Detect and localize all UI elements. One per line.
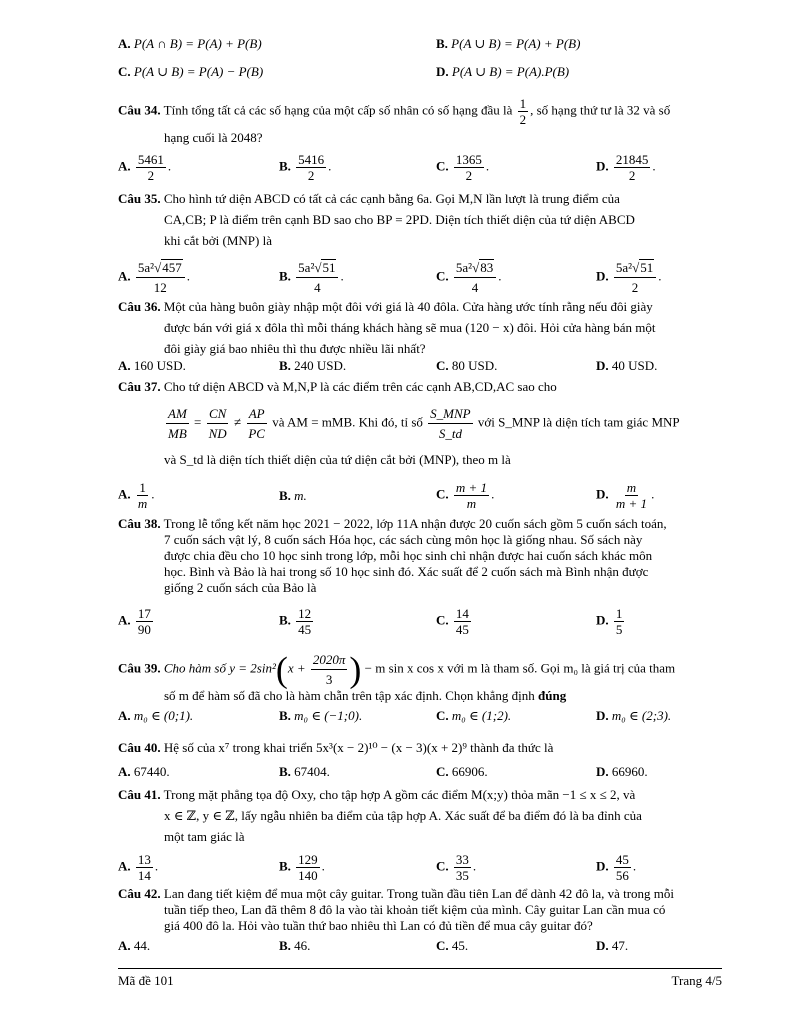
q41-option-d[interactable]: D. $\frac{45}{56}$ . [596, 852, 637, 883]
q33-option-b[interactable]: B. P(A ∪ B) = P(A) + P(B) [436, 36, 581, 51]
q36-option-a[interactable]: A. 160 USD. [118, 358, 186, 373]
q39-line2: số m để hàm số đã cho là hàm chẵn trên tập xác định. Chọn khẳng định đúng [164, 688, 567, 703]
q38-option-b[interactable]: B. $\frac{12}{45}$ [279, 606, 312, 637]
q35-option-a[interactable]: A. $\frac{\text{5a²√457}}{12}$ . [118, 260, 190, 295]
question-37: Câu 37. Cho tứ diện ABCD và M,N,P là các điểm trên các cạnh AB,CD,AC sao cho [118, 379, 557, 394]
q37-option-a[interactable]: A. $\frac{1}{m}$ . [118, 480, 155, 511]
page-number: Trang 4/5 [671, 973, 722, 988]
q42-option-c[interactable]: C. 45. [436, 938, 469, 953]
q39-option-a[interactable]: A. m₀ ∈ (0;1). [118, 708, 194, 723]
exam-code: Mã đề 101 [118, 973, 174, 988]
q36-option-b[interactable]: B. 240 USD. [279, 358, 347, 373]
q40-option-c[interactable]: C. 66906. [436, 764, 488, 779]
q42-option-a[interactable]: A. 44. [118, 938, 151, 953]
q39-option-b[interactable]: B. m₀ ∈ (−1;0). [279, 708, 363, 723]
question-36: Câu 36. Một của hàng buôn giày nhập một đôi với giá là 40 đôla. Cửa hàng ước tính rằng nếu đôi giày được bán với giá x đôla thì mỗi tháng khách hàng sẽ mua (120 − x) đôi. Hỏi cửa hàng bán một đôi giày giá bao nhiêu thì thu được nhiều lãi nhất? [118, 299, 656, 356]
q39-option-c[interactable]: C. m₀ ∈ (1;2). [436, 708, 512, 723]
q41-option-a[interactable]: A. $\frac{13}{14}$ . [118, 852, 159, 883]
q36-option-c[interactable]: C. 80 USD. [436, 358, 498, 373]
question-41: Câu 41. Trong mặt phẳng tọa độ Oxy, cho tập hợp A gồm các điểm M(x;y) thỏa mãn −1 ≤ x ≤ 2, và x ∈ ℤ, y ∈ ℤ, lấy ngẫu nhiên ba điểm của tập hợp A. Xác suất để ba điểm đó là ba đỉnh của một tam giác là [118, 787, 642, 844]
q42-option-b[interactable]: B. 46. [279, 938, 311, 953]
q34-option-d[interactable]: D. $\frac{21845}{2}$ . [596, 152, 656, 183]
question-40: Câu 40. Hệ số của x⁷ trong khai triển 5x³(x − 2)¹⁰ − (x − 3)(x + 2)⁹ thành đa thức là [118, 740, 554, 755]
q37-condition: $\frac{AM}{MB}$ = $\frac{CN}{ND}$ ≠ $\frac{AP}{PC}$ và AM = mMB. Khi đó, tỉ số $\frac{\text{S\_MNP}}{S\_td}$ với S_MNP là diện tích tam giác MNP [168, 406, 680, 441]
q35-option-d[interactable]: D. $\frac{\text{5a²√51}}{2}$ . [596, 260, 662, 295]
question-35: Câu 35. Cho hình tứ diện ABCD có tất cả các cạnh bằng 6a. Gọi M,N lần lượt là trung điểm của CA,CB; P là điểm trên cạnh BD sao cho BP = 2PD. Diện tích thiết diện của tứ diện ABCD khi cắt bởi (MNP) là [118, 191, 635, 248]
q33-option-a[interactable]: A. P(A ∩ B) = P(A) + P(B) [118, 36, 262, 51]
q34-option-c[interactable]: C. $\frac{1365}{2}$ . [436, 152, 490, 183]
q34-option-a[interactable]: A. $\frac{5461}{2}$ . [118, 152, 172, 183]
q41-option-b[interactable]: B. $\frac{129}{140}$ . [279, 852, 325, 883]
q33-option-c[interactable]: C. P(A ∪ B) = P(A) − P(B) [118, 64, 264, 79]
q34-option-b[interactable]: B. $\frac{5416}{2}$ . [279, 152, 332, 183]
q35-option-c[interactable]: C. $\frac{\text{5a²√83}}{4}$ . [436, 260, 502, 295]
q40-option-b[interactable]: B. 67404. [279, 764, 330, 779]
q41-option-c[interactable]: C. $\frac{33}{35}$ . [436, 852, 477, 883]
q40-option-a[interactable]: A. 67440. [118, 764, 170, 779]
q42-option-d[interactable]: D. 47. [596, 938, 629, 953]
q38-option-d[interactable]: D. $\frac{1}{5}$ [596, 606, 623, 637]
fraction: $\frac{1}{2}$ [519, 96, 527, 127]
page-footer [118, 968, 722, 989]
q36-option-d[interactable]: D. 40 USD. [596, 358, 658, 373]
q37-option-d[interactable]: D. $\frac{m}{m + 1}$ . [596, 480, 655, 511]
q33-option-d[interactable]: D. P(A ∪ B) = P(A).P(B) [436, 64, 570, 79]
question-42: Câu 42. Lan đang tiết kiệm để mua một cây guitar. Trong tuần đầu tiên Lan để dành 42 đô la, và trong mỗi tuần tiếp theo, Lan đã thêm 8 đô la vào tài khoản tiết kiệm của mình. Cây guitar Lan cần mua có giá 400 đô la. Hỏi vào tuần thứ bao nhiêu thì Lan có đủ tiền để mua cây guitar đó? [118, 886, 675, 933]
q40-option-d[interactable]: D. 66960. [596, 764, 648, 779]
question-38: Câu 38. Trong lễ tổng kết năm học 2021 − 2022, lớp 11A nhận được 20 cuốn sách gồm 5 cuốn sách toán, 7 cuốn sách vật lý, 8 cuốn sách Hóa học, các sách cùng môn học là giống nhau. Số sách này được chia đều cho 10 học sinh trong lớp, mỗi học sinh chỉ nhận được hai cuốn sách khác môn học. Bình và Bảo là hai trong số 10 học sinh đó. Xác suất để 2 cuốn sách mà Bình nhận được giống 2 cuốn sách của Bảo là [118, 516, 667, 595]
q39-option-d[interactable]: D. m₀ ∈ (2;3). [596, 708, 672, 723]
q37-option-b[interactable]: B. m. [279, 488, 307, 503]
q38-option-c[interactable]: C. $\frac{14}{45}$ [436, 606, 469, 637]
question-39: Câu 39. Cho hàm số y = 2sin²(x + $\frac{2020\pi}{3}$ ) − m sin x cos x với m là tham số. Gọi m₀ là giá trị của tham [118, 649, 676, 690]
q37-option-c[interactable]: C. $\frac{m + 1}{m}$ . [436, 480, 495, 511]
question-34: Câu 34. Tính tổng tất cả các số hạng của một cấp số nhân có số hạng đầu là $\frac{1}{2}$ , số hạng thứ tư là 32 và số hạng cuối là 2048? [118, 96, 671, 145]
q38-option-a[interactable]: A. $\frac{17}{90}$ [118, 606, 151, 637]
q35-option-b[interactable]: B. $\frac{\text{5a²√51}}{4}$ . [279, 260, 344, 295]
q37-line3: và S_td là diện tích thiết diện của tứ diện cắt bởi (MNP), theo m là [164, 452, 511, 467]
